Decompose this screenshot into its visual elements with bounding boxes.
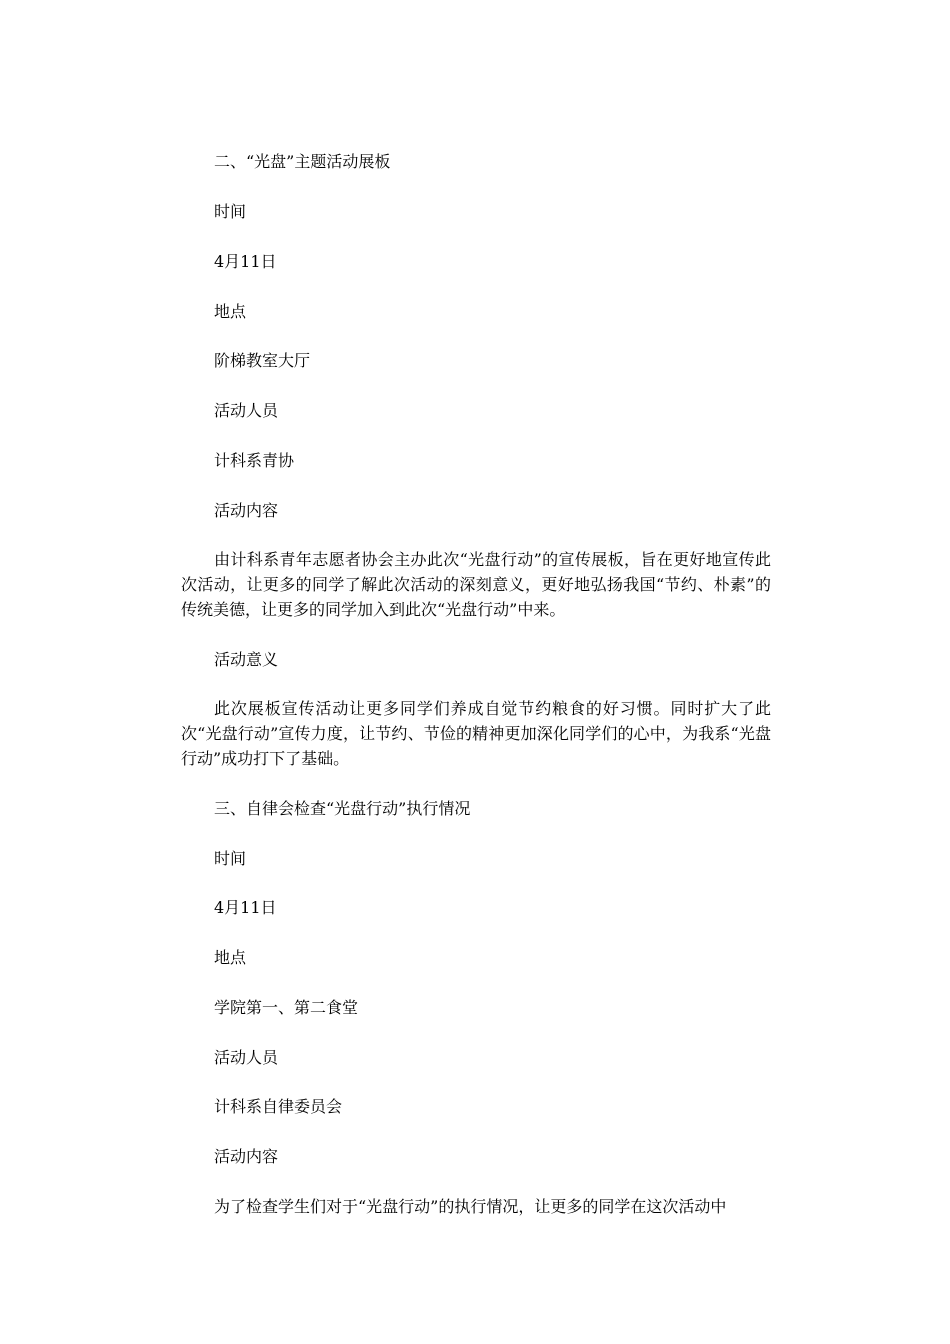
section2-content-label: 活动内容: [214, 501, 279, 520]
section3-heading: 三、自律会检查“光盘行动”执行情况: [214, 799, 471, 818]
section3-people-value: 计科系自律委员会: [214, 1097, 343, 1116]
section2-place-label: 地点: [214, 302, 247, 321]
section3-time-value: 4月11日: [214, 898, 277, 917]
section3-people-label: 活动人员: [214, 1048, 279, 1067]
section3-place-label: 地点: [214, 948, 247, 967]
section3-time-label: 时间: [214, 849, 247, 868]
section3-content-paragraph: 为了检查学生们对于“光盘行动”的执行情况，让更多的同学在这次活动中: [214, 1197, 727, 1216]
section3-content-label: 活动内容: [214, 1147, 279, 1166]
section2-heading: 二、“光盘”主题活动展板: [214, 152, 391, 171]
section3-place-value: 学院第一、第二食堂: [214, 998, 359, 1017]
section2-people-label: 活动人员: [214, 401, 279, 420]
section2-time-label: 时间: [214, 202, 247, 221]
section2-meaning-label: 活动意义: [214, 650, 279, 669]
section2-meaning-paragraph: 此次展板宣传活动让更多同学们养成自觉节约粮食的好习惯。同时扩大了此次“光盘行动”宣传力度，让节约、节俭的精神更加深化同学们的心中，为我系“光盘行动”成功打下了基础。: [181, 699, 771, 768]
section2-place-value: 阶梯教室大厅: [214, 351, 311, 370]
section2-content-paragraph: 由计科系青年志愿者协会主办此次“光盘行动”的宣传展板，旨在更好地宣传此次活动，让更多的同学了解此次活动的深刻意义，更好地弘扬我国“节约、朴素”的传统美德，让更多的同学加入到此次“光盘行动”中来。: [181, 550, 771, 619]
section2-people-value: 计科系青协: [214, 451, 295, 470]
section2-time-value: 4月11日: [214, 252, 277, 271]
